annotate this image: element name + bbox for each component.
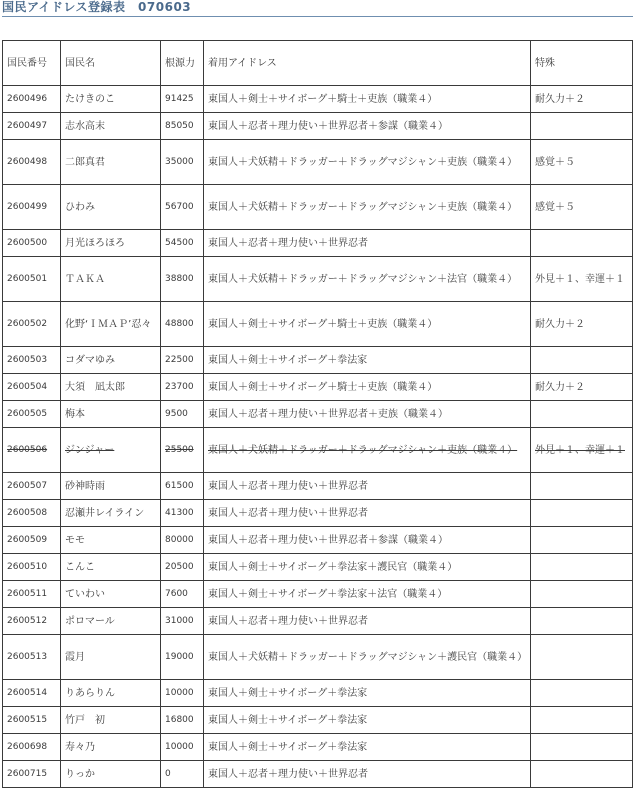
special-cell	[531, 707, 633, 734]
worn-idress-cell: 東国人＋犬妖精＋ドラッガー＋ドラッグマジシャン＋護民官（職業４）	[204, 635, 531, 680]
special-cell	[531, 734, 633, 761]
table-row	[3, 554, 633, 581]
table-row	[3, 428, 633, 473]
special-cell	[531, 230, 633, 257]
worn-idress-cell: 東国人＋剣士＋サイボーグ＋拳法家＋護民官（職業４）	[204, 554, 531, 581]
citizen-name-cell: 梅本	[61, 401, 161, 428]
table-row	[3, 608, 633, 635]
worn-idress-cell: 東国人＋剣士＋サイボーグ＋拳法家	[204, 347, 531, 374]
citizen-name-cell: たけきのこ	[61, 86, 161, 113]
worn-idress-cell: 東国人＋剣士＋サイボーグ＋騎士＋吏族（職業４）	[204, 374, 531, 401]
citizen-name-cell: 大須 凪太郎	[61, 374, 161, 401]
worn-idress-cell: 東国人＋忍者＋理力使い＋世界忍者	[204, 230, 531, 257]
citizen-number-cell: 2600698	[3, 734, 61, 761]
table-row	[3, 581, 633, 608]
citizen-number-cell: 2600509	[3, 527, 61, 554]
root-power-cell: 31000	[161, 608, 204, 635]
special-cell: 耐久力＋２	[531, 374, 633, 401]
page-title: 国民アイドレス登録表 070603	[2, 0, 633, 17]
special-cell	[531, 527, 633, 554]
table-row	[3, 230, 633, 257]
header-worn-idress: 着用アイドレス	[204, 41, 531, 86]
worn-idress-cell: 東国人＋忍者＋理力使い＋世界忍者＋吏族（職業４）	[204, 401, 531, 428]
citizen-name-cell: 化野‘ＩＭＡＰ’忍々	[61, 302, 161, 347]
root-power-cell: 85050	[161, 113, 204, 140]
table-row	[3, 401, 633, 428]
worn-idress-cell: 東国人＋剣士＋サイボーグ＋拳法家	[204, 680, 531, 707]
citizen-name-cell: 月光ほろほろ	[61, 230, 161, 257]
citizen-name-cell: 二郎真君	[61, 140, 161, 185]
table-header-row	[3, 41, 633, 86]
root-power-cell: 20500	[161, 554, 204, 581]
table-row	[3, 347, 633, 374]
citizen-number-cell: 2600506	[3, 428, 61, 473]
root-power-cell: 48800	[161, 302, 204, 347]
worn-idress-cell: 東国人＋犬妖精＋ドラッガー＋ドラッグマジシャン＋法官（職業４）	[204, 257, 531, 302]
table-row	[3, 302, 633, 347]
worn-idress-cell: 東国人＋忍者＋理力使い＋世界忍者	[204, 500, 531, 527]
root-power-cell: 25500	[161, 428, 204, 473]
worn-idress-cell: 東国人＋忍者＋理力使い＋世界忍者	[204, 473, 531, 500]
table-row	[3, 500, 633, 527]
citizen-name-cell: ポロマール	[61, 608, 161, 635]
root-power-cell: 19000	[161, 635, 204, 680]
citizen-name-cell: 竹戸 初	[61, 707, 161, 734]
citizen-name-cell: 霞月	[61, 635, 161, 680]
special-cell	[531, 113, 633, 140]
table-row	[3, 734, 633, 761]
root-power-cell: 35000	[161, 140, 204, 185]
root-power-cell: 41300	[161, 500, 204, 527]
citizen-name-cell: 寿々乃	[61, 734, 161, 761]
table-row	[3, 707, 633, 734]
header-special: 特殊	[531, 41, 633, 86]
special-cell	[531, 401, 633, 428]
worn-idress-cell: 東国人＋忍者＋理力使い＋世界忍者＋参謀（職業４）	[204, 527, 531, 554]
special-cell: 感覚＋５	[531, 140, 633, 185]
header-citizen-number: 国民番号	[3, 41, 61, 86]
special-cell	[531, 347, 633, 374]
citizen-name-cell: ＴＡＫＡ	[61, 257, 161, 302]
special-cell	[531, 680, 633, 707]
root-power-cell: 0	[161, 761, 204, 788]
worn-idress-cell: 東国人＋犬妖精＋ドラッガー＋ドラッグマジシャン＋吏族（職業４）	[204, 140, 531, 185]
citizen-number-cell: 2600500	[3, 230, 61, 257]
root-power-cell: 10000	[161, 680, 204, 707]
citizen-name-cell: ていわい	[61, 581, 161, 608]
special-cell: 外見＋１、幸運＋１	[531, 428, 633, 473]
root-power-cell: 80000	[161, 527, 204, 554]
citizen-number-cell: 2600515	[3, 707, 61, 734]
citizen-number-cell: 2600501	[3, 257, 61, 302]
special-cell	[531, 761, 633, 788]
special-cell	[531, 635, 633, 680]
table-row	[3, 761, 633, 788]
citizen-number-cell: 2600715	[3, 761, 61, 788]
special-cell	[531, 473, 633, 500]
worn-idress-cell: 東国人＋犬妖精＋ドラッガー＋ドラッグマジシャン＋吏族（職業４）	[204, 185, 531, 230]
root-power-cell: 16800	[161, 707, 204, 734]
citizen-number-cell: 2600504	[3, 374, 61, 401]
root-power-cell: 61500	[161, 473, 204, 500]
root-power-cell: 10000	[161, 734, 204, 761]
root-power-cell: 56700	[161, 185, 204, 230]
special-cell: 耐久力＋２	[531, 86, 633, 113]
worn-idress-cell: 東国人＋剣士＋サイボーグ＋拳法家＋法官（職業４）	[204, 581, 531, 608]
table-row	[3, 527, 633, 554]
citizen-name-cell: 砂神時雨	[61, 473, 161, 500]
special-cell	[531, 608, 633, 635]
citizen-number-cell: 2600510	[3, 554, 61, 581]
citizen-number-cell: 2600502	[3, 302, 61, 347]
worn-idress-cell: 東国人＋剣士＋サイボーグ＋拳法家	[204, 734, 531, 761]
citizen-number-cell: 2600499	[3, 185, 61, 230]
worn-idress-cell: 東国人＋犬妖精＋ドラッガー＋ドラッグマジシャン＋吏族（職業４）	[204, 428, 531, 473]
root-power-cell: 91425	[161, 86, 204, 113]
special-cell: 外見＋１、幸運＋１	[531, 257, 633, 302]
citizen-number-cell: 2600512	[3, 608, 61, 635]
citizen-name-cell: 忍瀬井レイライン	[61, 500, 161, 527]
special-cell: 耐久力＋２	[531, 302, 633, 347]
citizen-number-cell: 2600503	[3, 347, 61, 374]
table-row	[3, 86, 633, 113]
citizen-number-cell: 2600514	[3, 680, 61, 707]
header-root-power: 根源力	[161, 41, 204, 86]
special-cell	[531, 581, 633, 608]
table-row	[3, 140, 633, 185]
table-row	[3, 113, 633, 140]
citizen-number-cell: 2600507	[3, 473, 61, 500]
header-citizen-name: 国民名	[61, 41, 161, 86]
citizen-name-cell: 志水高末	[61, 113, 161, 140]
citizen-number-cell: 2600505	[3, 401, 61, 428]
table-row	[3, 635, 633, 680]
worn-idress-cell: 東国人＋剣士＋サイボーグ＋拳法家	[204, 707, 531, 734]
table-row	[3, 374, 633, 401]
root-power-cell: 7600	[161, 581, 204, 608]
root-power-cell: 54500	[161, 230, 204, 257]
citizen-number-cell: 2600508	[3, 500, 61, 527]
worn-idress-cell: 東国人＋忍者＋理力使い＋世界忍者	[204, 761, 531, 788]
root-power-cell: 9500	[161, 401, 204, 428]
table-row	[3, 257, 633, 302]
citizen-number-cell: 2600498	[3, 140, 61, 185]
citizen-registry-table	[2, 40, 633, 788]
table-row	[3, 680, 633, 707]
root-power-cell: 22500	[161, 347, 204, 374]
citizen-name-cell: こんこ	[61, 554, 161, 581]
citizen-number-cell: 2600513	[3, 635, 61, 680]
worn-idress-cell: 東国人＋忍者＋理力使い＋世界忍者	[204, 608, 531, 635]
root-power-cell: 23700	[161, 374, 204, 401]
table-row	[3, 185, 633, 230]
special-cell: 感覚＋５	[531, 185, 633, 230]
citizen-number-cell: 2600511	[3, 581, 61, 608]
citizen-name-cell: ジンジャー	[61, 428, 161, 473]
citizen-name-cell: コダマゆみ	[61, 347, 161, 374]
citizen-name-cell: ひわみ	[61, 185, 161, 230]
special-cell	[531, 500, 633, 527]
worn-idress-cell: 東国人＋剣士＋サイボーグ＋騎士＋吏族（職業４）	[204, 86, 531, 113]
citizen-name-cell: りっか	[61, 761, 161, 788]
table-row	[3, 473, 633, 500]
worn-idress-cell: 東国人＋剣士＋サイボーグ＋騎士＋吏族（職業４）	[204, 302, 531, 347]
special-cell	[531, 554, 633, 581]
citizen-name-cell: モモ	[61, 527, 161, 554]
citizen-number-cell: 2600497	[3, 113, 61, 140]
worn-idress-cell: 東国人＋忍者＋理力使い＋世界忍者＋参謀（職業４）	[204, 113, 531, 140]
citizen-name-cell: りあらりん	[61, 680, 161, 707]
root-power-cell: 38800	[161, 257, 204, 302]
citizen-number-cell: 2600496	[3, 86, 61, 113]
